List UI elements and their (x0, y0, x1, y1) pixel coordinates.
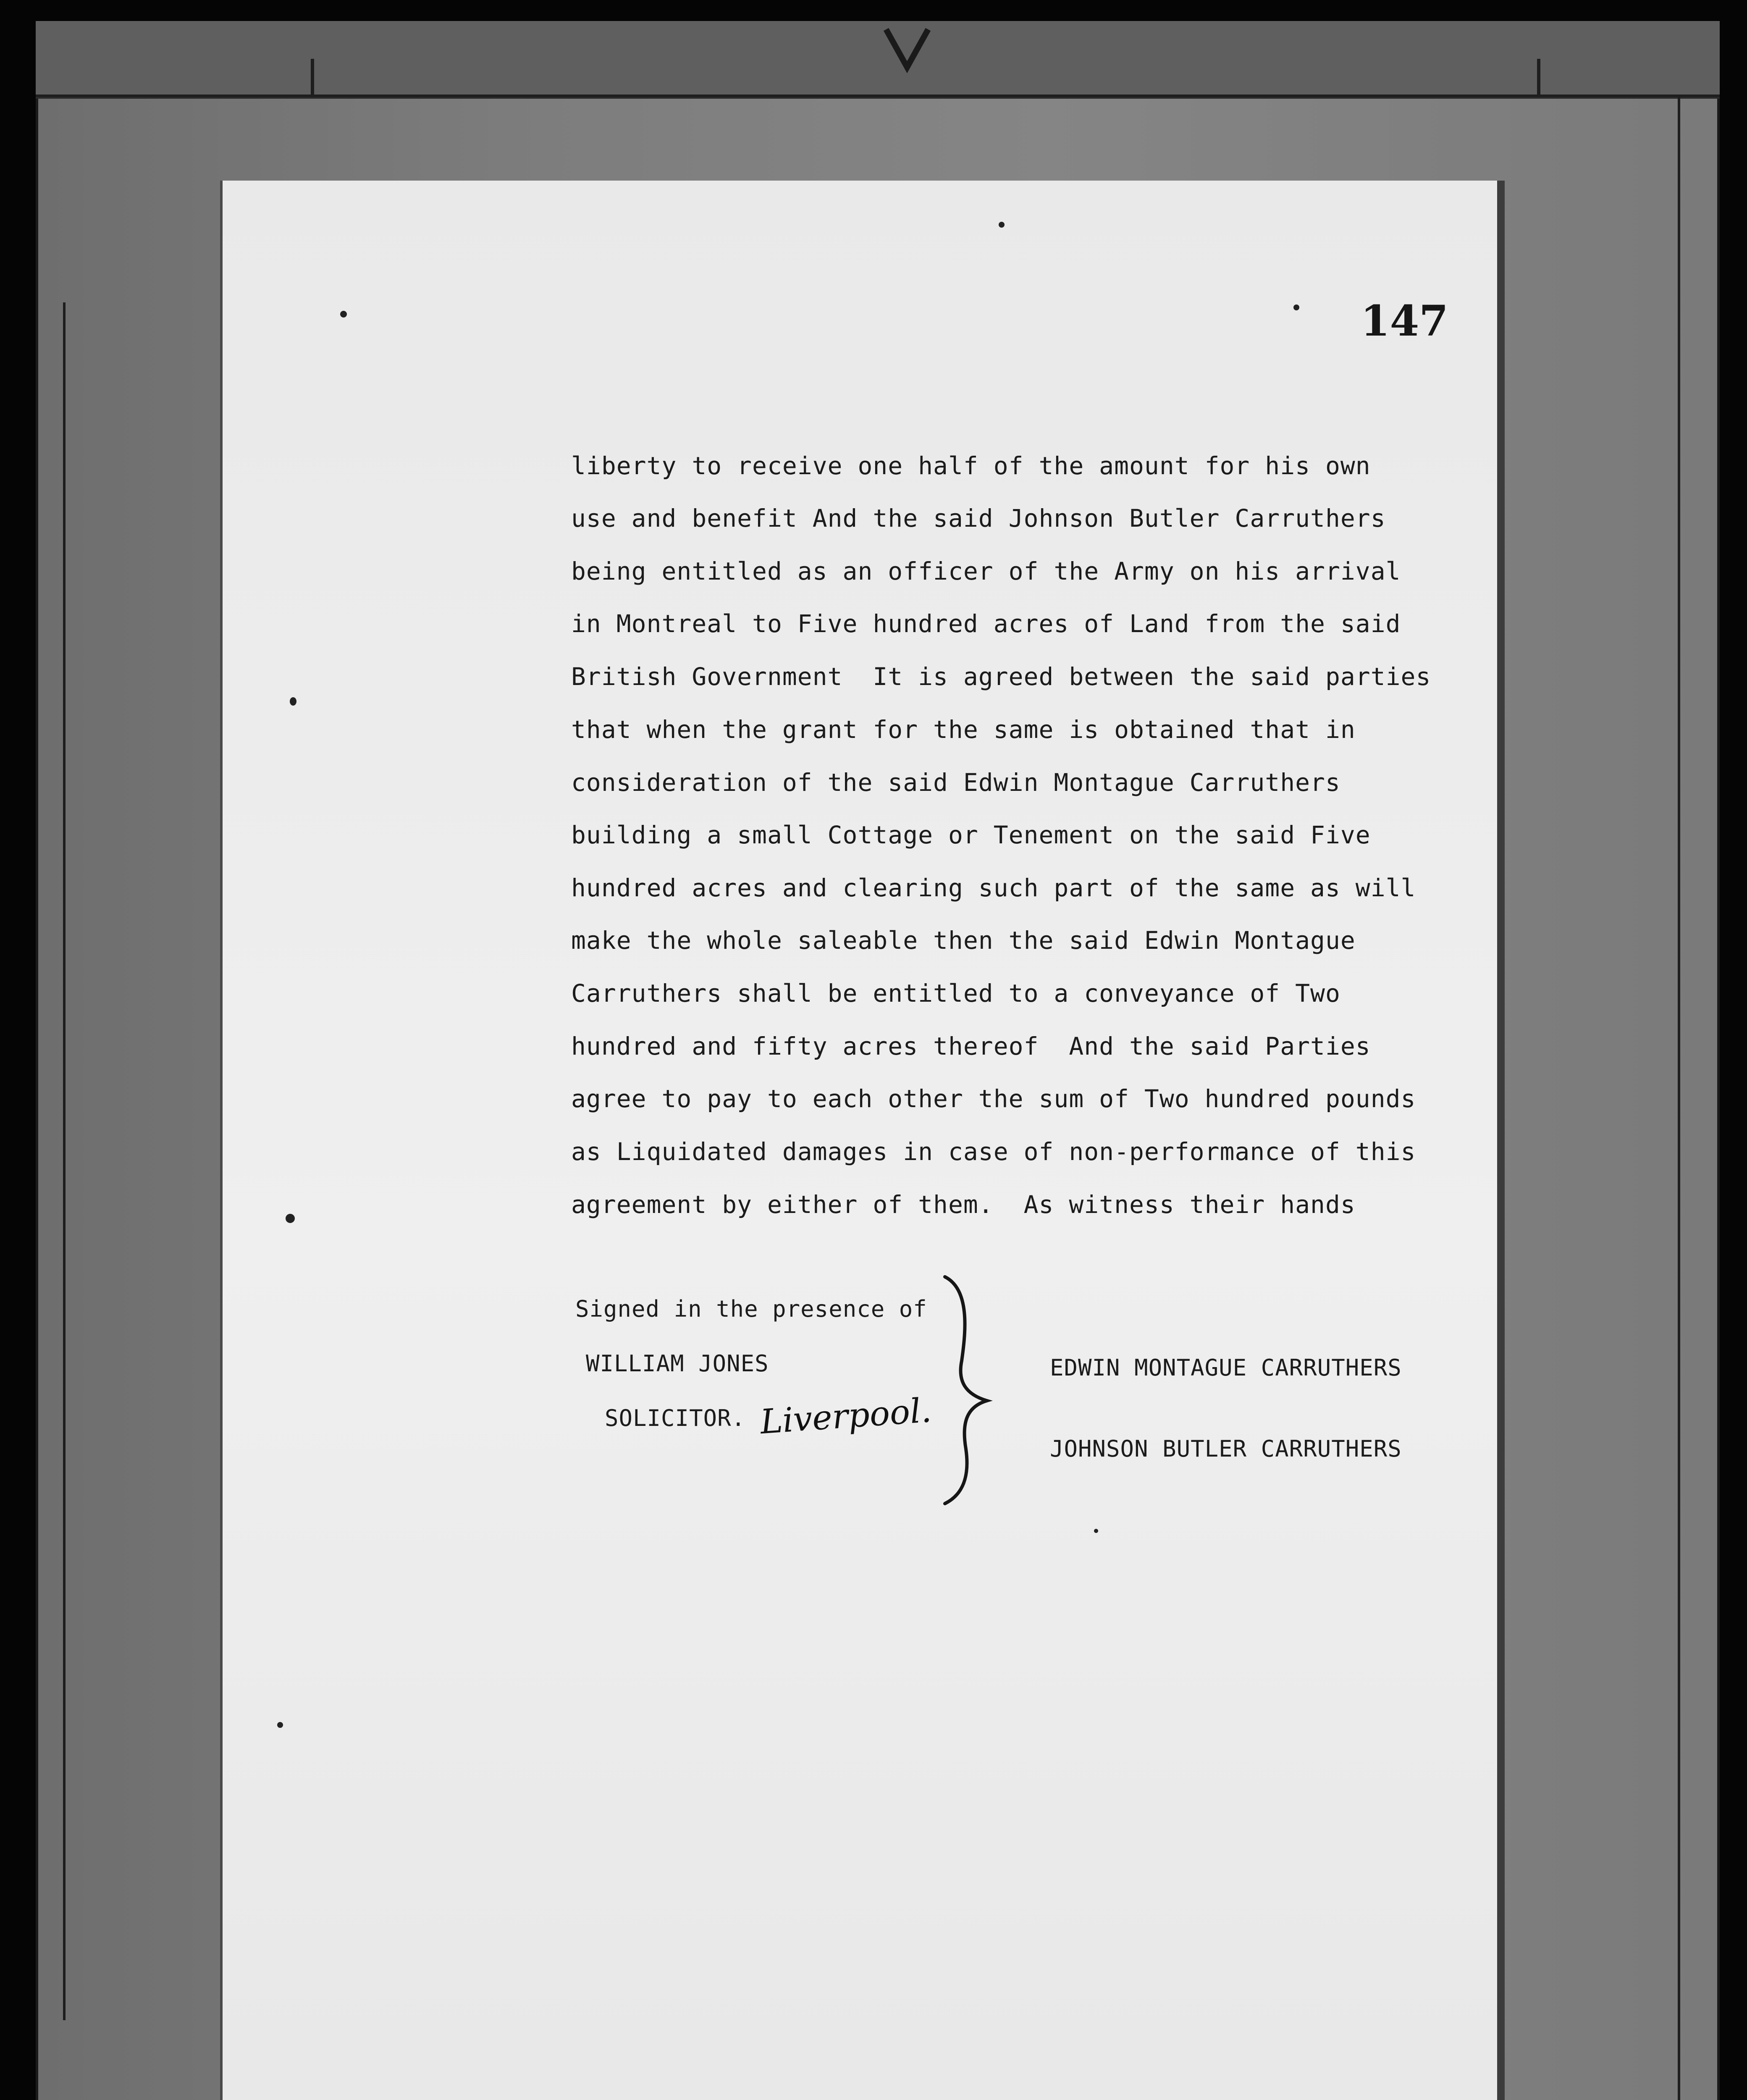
witness-name: WILLIAM JONES (586, 1350, 769, 1377)
film-tick-left (311, 59, 314, 97)
body-line: hundred acres and clearing such part of the same as will (571, 874, 1416, 902)
film-left-rule (63, 302, 66, 2020)
speck (1293, 304, 1299, 310)
page-number: 147 (1361, 296, 1448, 346)
body-line: make the whole saleable then the said Edwin Montague (571, 926, 1356, 955)
brace-icon (936, 1273, 995, 1508)
body-line: consideration of the said Edwin Montague Carruthers (571, 768, 1340, 797)
speck (999, 222, 1005, 228)
body-line: agree to pay to each other the sum of Two hundred pounds (571, 1084, 1416, 1113)
witness-line: Signed in the presence of (575, 1296, 927, 1322)
body-line: hundred and fifty acres thereof And the said Parties (571, 1032, 1371, 1060)
speck (277, 1722, 283, 1728)
film-right-rule (1678, 97, 1680, 2100)
signatory-name: EDWIN MONTAGUE CARRUTHERS (1050, 1354, 1402, 1381)
body-line: as Liquidated damages in case of non-performance of this (571, 1137, 1416, 1166)
body-line: use and benefit And the said Johnson Butler Carruthers (571, 504, 1386, 533)
speck (290, 697, 296, 706)
film-notch-icon (882, 21, 932, 76)
body-line: liberty to receive one half of the amount for his own (571, 452, 1371, 480)
body-line: agreement by either of them. As witness their hands (571, 1190, 1356, 1219)
witness-title: SOLICITOR. (605, 1405, 746, 1431)
film-tick-right (1537, 59, 1540, 97)
speck (1094, 1529, 1098, 1533)
film-top-band (36, 21, 1720, 99)
body-line: Carruthers shall be entitled to a conveyance of Two (571, 979, 1340, 1008)
film-top-rule (36, 94, 1720, 97)
signatory-name: JOHNSON BUTLER CARRUTHERS (1050, 1436, 1402, 1462)
speck (286, 1214, 295, 1223)
body-line: in Montreal to Five hundred acres of Land from the said (571, 609, 1401, 638)
speck (340, 311, 347, 318)
body-line: British Government It is agreed between the said parties (571, 662, 1431, 691)
body-line: building a small Cottage or Tenement on the said Five (571, 821, 1371, 849)
body-line: that when the grant for the same is obtained that in (571, 715, 1356, 744)
handwritten-place: Liverpool. (759, 1390, 933, 1442)
body-line: being entitled as an officer of the Army on his arrival (571, 557, 1401, 585)
